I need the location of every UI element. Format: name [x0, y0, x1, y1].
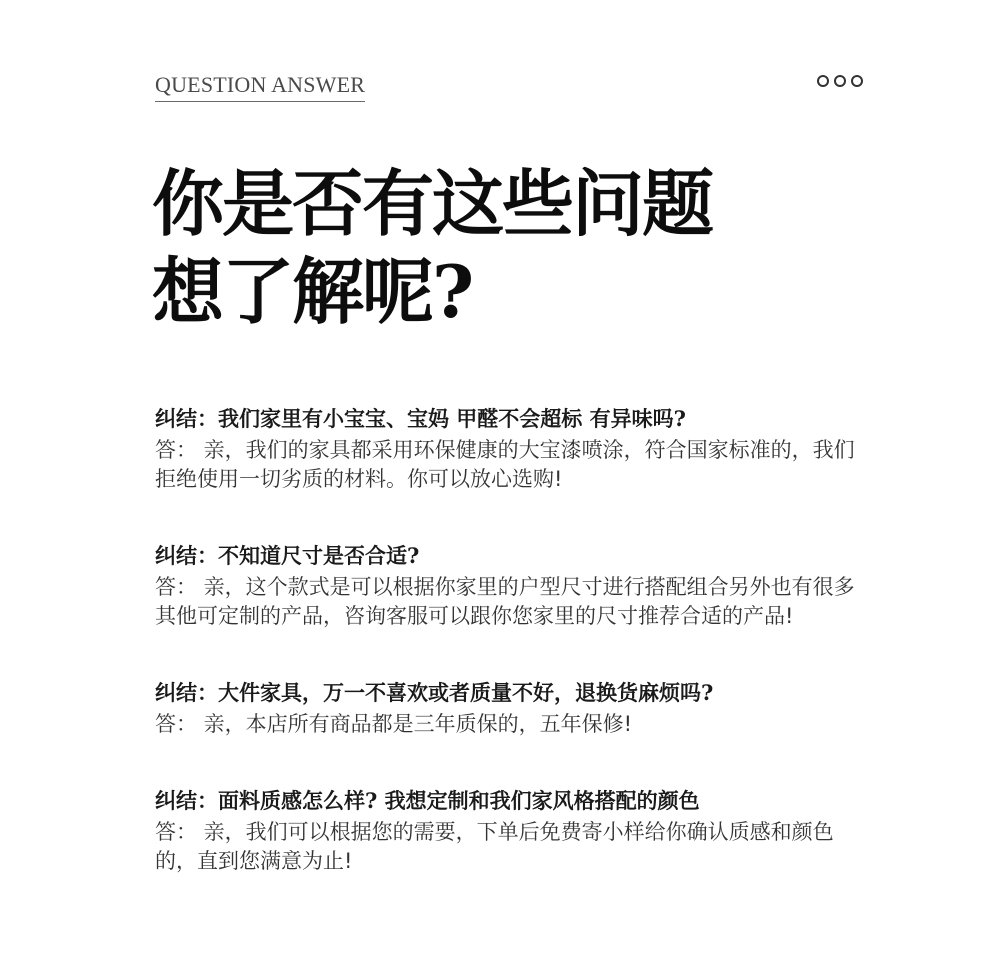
- qa-answer: 答： 亲，我们的家具都采用环保健康的大宝漆喷涂，符合国家标准的，我们拒绝使用一切劣质的材料。你可以放心选购!: [155, 438, 855, 491]
- qa-question: 纠结：面料质感怎么样? 我想定制和我们家风格搭配的颜色: [155, 788, 700, 813]
- qa-item: [155, 678, 855, 739]
- qa-question: 纠结：不知道尺寸是否合适?: [155, 543, 420, 568]
- qa-answer: 答： 亲，我们可以根据您的需要，下单后免费寄小样给你确认质感和颜色的，直到您满意为止!: [155, 820, 834, 873]
- qa-item: [155, 541, 855, 631]
- qa-list: [155, 404, 855, 876]
- qa-answer: 答： 亲，这个款式是可以根据你家里的户型尺寸进行搭配组合另外也有很多其他可定制的产品，咨询客服可以跟你您家里的尺寸推荐合适的产品!: [155, 575, 855, 628]
- page-title-line-1: 你是否有这些问题: [152, 161, 713, 246]
- qa-item: [155, 786, 855, 876]
- page-title: [152, 160, 712, 336]
- qa-answer: 答： 亲，本店所有商品都是三年质保的，五年保修!: [155, 712, 633, 736]
- dot: [851, 75, 863, 87]
- dot: [834, 75, 846, 87]
- qa-question: 纠结：我们家里有小宝宝、宝妈 甲醛不会超标 有异味吗?: [155, 406, 686, 431]
- qa-item: [155, 404, 855, 494]
- page-title-line-2: 想了解呢?: [152, 249, 473, 334]
- section-label: QUESTION ANSWER: [155, 73, 365, 102]
- dot: [817, 75, 829, 87]
- more-options-icon[interactable]: [817, 75, 863, 87]
- qa-question: 纠结：大件家具，万一不喜欢或者质量不好，退换货麻烦吗?: [155, 680, 714, 705]
